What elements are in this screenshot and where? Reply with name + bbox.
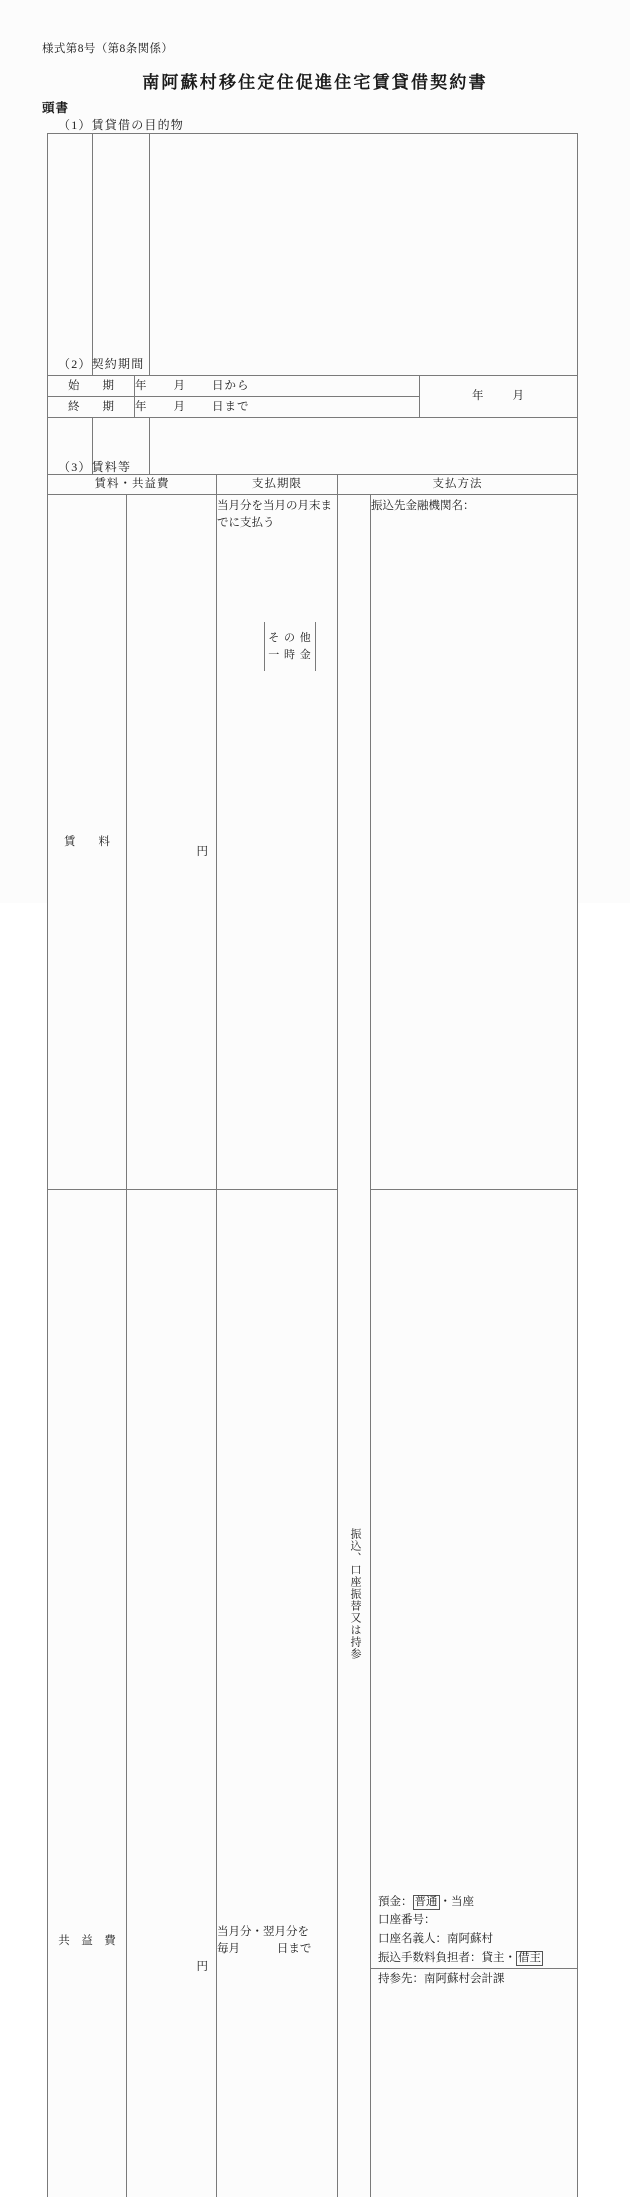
payment-method-details-cell (371, 1189, 578, 2197)
header-rent-fee: 賃料・共益費 (48, 475, 217, 495)
period-start-value[interactable] (135, 376, 420, 397)
other-lump-sum-label-cell (264, 622, 316, 671)
common-fee-due-line2 (217, 1941, 337, 1958)
bank-name-label: 振込先金融機関名： (371, 500, 475, 512)
fee-bearer-option-karinushi[interactable]: 借主 (516, 1951, 543, 1966)
rent-due-date: 当月分を当月の月末までに支払う (217, 495, 338, 1190)
table-row (48, 495, 578, 1190)
period-end-label: 終 期 (48, 397, 135, 418)
section2-heading: （2）契約期間 (58, 355, 144, 372)
period-start-month: 月 (174, 380, 187, 392)
common-fee-label: 共 益 費 (48, 1189, 127, 2197)
common-fee-amount-cell[interactable] (127, 1189, 217, 2197)
contract-period-table (47, 375, 578, 418)
payment-method-vertical-label: 振込、口座振替又は持参 (346, 495, 362, 2197)
document-page (0, 0, 630, 903)
period-start-label: 始 期 (48, 376, 135, 397)
bring-to-field (371, 1969, 577, 1989)
payment-method-vertical-label-cell (338, 495, 371, 2197)
common-fee-due-until: 日まで (277, 1943, 312, 1955)
preamble-heading: 頭書 (42, 98, 69, 116)
bank-name-field[interactable] (371, 495, 578, 1190)
other-lump-sum-label (268, 630, 312, 663)
bring-to-label: 持参先：南阿蘇村会計課 (378, 1973, 505, 1985)
contract-duration-cell[interactable] (420, 376, 578, 418)
table-row (371, 1893, 577, 1912)
table-row (371, 1969, 577, 1989)
header-payment-method: 支払方法 (338, 475, 578, 495)
common-fee-amount-unit: 円 (197, 1959, 209, 1976)
table-row (371, 1911, 577, 1930)
deposit-type-option-touza[interactable]: 当座 (451, 1896, 474, 1908)
period-end-value[interactable] (135, 397, 420, 418)
period-end-year: 年 (135, 401, 148, 413)
period-start-day: 日から (212, 380, 250, 392)
rent-table (47, 474, 578, 2197)
common-fee-due-date (217, 1189, 338, 2197)
deposit-type-label: 預金： (378, 1896, 413, 1908)
table-header-row (48, 475, 578, 495)
period-start-year: 年 (135, 380, 148, 392)
common-fee-due-every-month: 毎月 (217, 1943, 240, 1955)
rent-amount-cell[interactable] (127, 495, 217, 1190)
form-number: 様式第8号（第8条関係） (42, 40, 173, 56)
section3-heading: （3）賃料等 (58, 458, 131, 475)
fee-bearer-label: 振込手数料負担者：貸主・ (378, 1952, 516, 1964)
table-row (371, 1949, 577, 1969)
deposit-type-row[interactable] (371, 1893, 577, 1912)
fee-bearer-row[interactable] (371, 1949, 577, 1969)
period-end-day: 日まで (212, 401, 250, 413)
deposit-type-option-futsuu[interactable]: 普通 (413, 1895, 440, 1910)
section1-heading: （1）賃貸借の目的物 (58, 116, 184, 133)
other-lump-sum-line2: 一 時 金 (268, 647, 312, 664)
table-row (48, 376, 578, 397)
duration-year: 年 (472, 390, 485, 402)
page-title: 南阿蘇村移住定住促進住宅賃貸借契約書 (0, 68, 630, 93)
duration-month: 月 (513, 390, 526, 402)
table-row (48, 1189, 578, 2197)
deposit-type-separator: ・ (440, 1896, 452, 1908)
rent-amount-unit: 円 (197, 844, 209, 861)
account-holder-field (371, 1930, 577, 1949)
account-number-field[interactable] (371, 1911, 577, 1930)
account-holder-label: 口座名義人：南阿蘇村 (378, 1933, 493, 1945)
account-number-label: 口座番号： (378, 1914, 436, 1926)
table-row (371, 1930, 577, 1949)
common-fee-due-line1: 当月分・翌月分を (217, 1924, 337, 1941)
rent-label: 賃 料 (48, 495, 127, 1190)
period-end-month: 月 (174, 401, 187, 413)
header-due-date: 支払期限 (217, 475, 338, 495)
other-lump-sum-line1: そ の 他 (268, 630, 312, 647)
